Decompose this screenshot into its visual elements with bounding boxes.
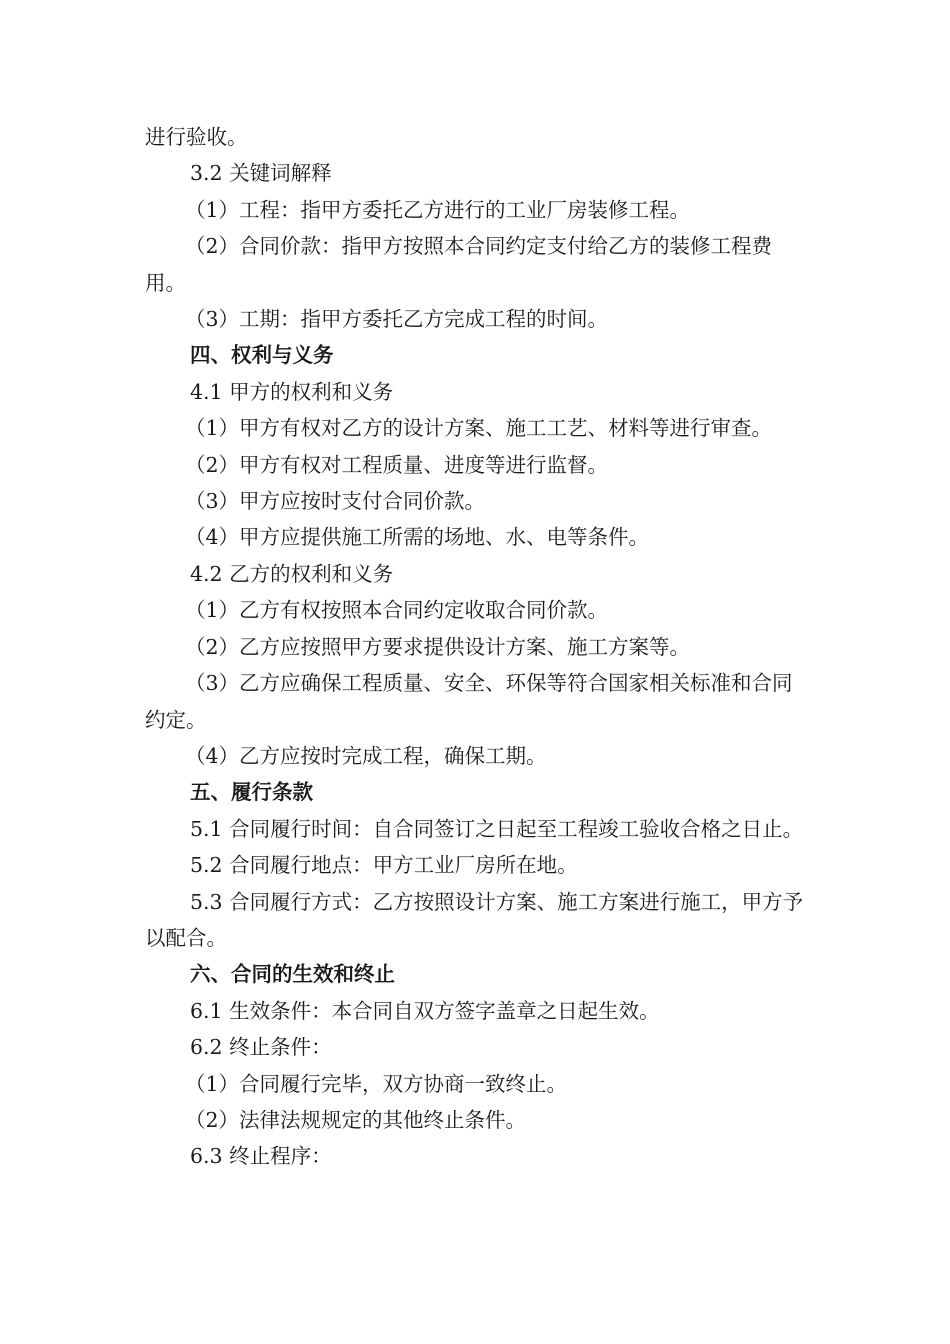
chapter-4-heading: 四、权利与义务 [190, 343, 334, 368]
document-body [145, 119, 810, 1175]
termination-item-2: （2）法律法规规定的其他终止条件。 [185, 1107, 527, 1132]
section-4-1-title: 4.1 甲方的权利和义务 [190, 379, 394, 404]
definition-item-2: （2）合同价款：指甲方按照本合同约定支付给乙方的装修工程费用。 [145, 234, 773, 295]
definition-item-1: （1）工程：指甲方委托乙方进行的工业厂房装修工程。 [185, 197, 691, 222]
section-6-2-title: 6.2 终止条件： [190, 1035, 332, 1060]
section-5-2: 5.2 合同履行地点：甲方工业厂房所在地。 [190, 853, 578, 878]
chapter-6-heading: 六、合同的生效和终止 [190, 962, 395, 987]
section-5-3: 5.3 合同履行方式：乙方按照设计方案、施工方案进行施工，甲方予以配合。 [145, 889, 804, 950]
party-b-item-4: （4）乙方应按时完成工程，确保工期。 [185, 743, 547, 768]
party-b-item-2: （2）乙方应按照甲方要求提供设计方案、施工方案等。 [185, 634, 691, 659]
chapter-5-heading: 五、履行条款 [190, 780, 313, 805]
party-a-item-1: （1）甲方有权对乙方的设计方案、施工工艺、材料等进行审查。 [185, 416, 773, 441]
section-3-2-title: 3.2 关键词解释 [190, 161, 332, 186]
section-6-1: 6.1 生效条件：本合同自双方签字盖章之日起生效。 [190, 998, 660, 1023]
section-4-2-title: 4.2 乙方的权利和义务 [190, 561, 394, 586]
party-a-item-3: （3）甲方应按时支付合同价款。 [185, 489, 486, 514]
section-5-1: 5.1 合同履行时间：自合同签订之日起至工程竣工验收合格之日止。 [190, 816, 804, 841]
paragraph-continuation: 进行验收。 [145, 125, 248, 149]
termination-item-1: （1）合同履行完毕，双方协商一致终止。 [185, 1071, 568, 1096]
section-6-3-title: 6.3 终止程序： [190, 1144, 332, 1169]
party-b-item-3: （3）乙方应确保工程质量、安全、环保等符合国家相关标准和合同约定。 [145, 671, 793, 732]
definition-item-3: （3）工期：指甲方委托乙方完成工程的时间。 [185, 307, 609, 332]
party-b-item-1: （1）乙方有权按照本合同约定收取合同价款。 [185, 598, 609, 623]
party-a-item-2: （2）甲方有权对工程质量、进度等进行监督。 [185, 452, 609, 477]
party-a-item-4: （4）甲方应提供施工所需的场地、水、电等条件。 [185, 525, 650, 550]
